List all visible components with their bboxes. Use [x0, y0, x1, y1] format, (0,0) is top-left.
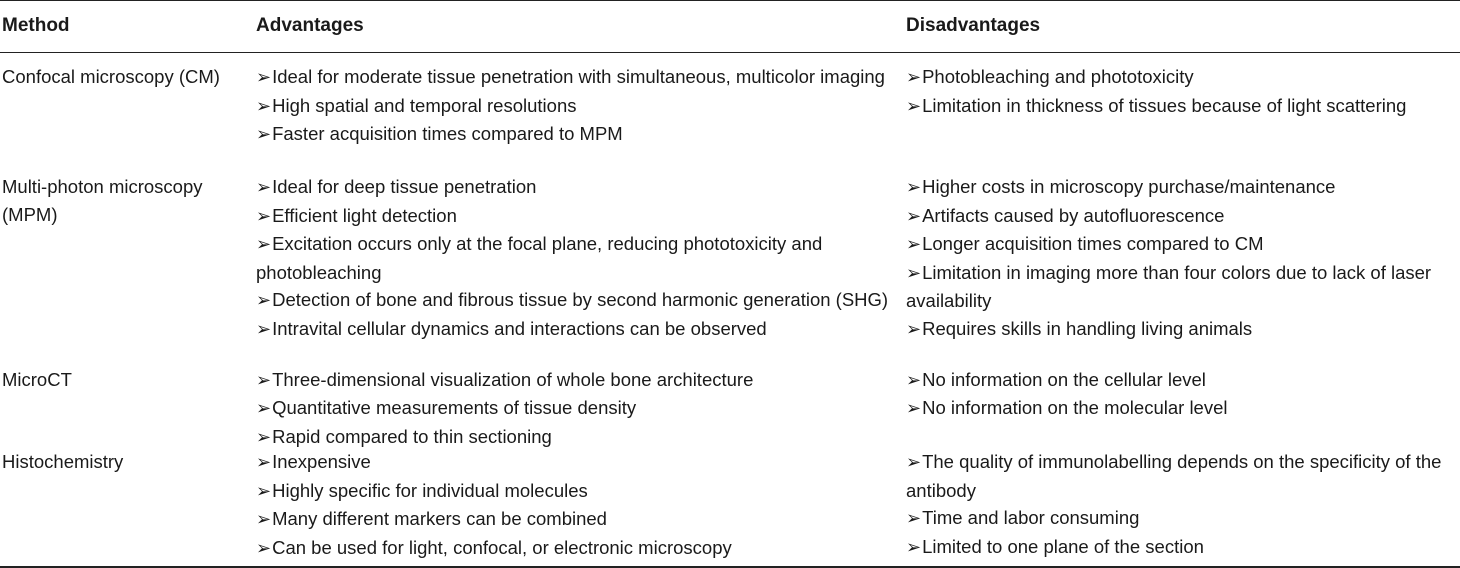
bullet-arrow-icon: ➢: [256, 95, 272, 117]
table-body: [0, 63, 1460, 558]
bullet-arrow-icon: ➢: [256, 177, 272, 198]
disadvantages-cell: [906, 173, 1458, 343]
bullet-arrow-icon: ➢: [256, 537, 272, 559]
advantage-item: ➢Excitation occurs only at the focal plane, reducing phototoxicity and photobleaching: [256, 233, 823, 283]
bullet-arrow-icon: ➢: [256, 369, 272, 391]
advantages-cell: [256, 173, 896, 343]
table-header-rule: [0, 52, 1460, 53]
bullet-arrow-icon: ➢: [256, 67, 272, 88]
bullet-arrow-icon: ➢: [256, 290, 272, 311]
bullet-arrow-icon: ➢: [256, 124, 272, 145]
method-cell: Histochemistry: [2, 451, 124, 472]
disadvantage-item: ➢Time and labor consuming: [906, 507, 1140, 529]
advantage-item: ➢Rapid compared to thin sectioning: [256, 425, 552, 448]
header-method: Method: [2, 15, 70, 36]
table-row: [0, 173, 1460, 366]
bullet-arrow-icon: ➢: [256, 452, 272, 473]
disadvantage-item: ➢Limitation in imaging more than four colors due to lack of laser availability: [906, 261, 1432, 311]
advantage-item: ➢Inexpensive: [256, 451, 371, 473]
table-row: [0, 63, 1460, 173]
disadvantages-cell: [906, 366, 1458, 423]
bullet-arrow-icon: ➢: [906, 508, 922, 529]
bullet-arrow-icon: ➢: [906, 398, 922, 419]
disadvantage-item: ➢The quality of immunolabelling depends on the specificity of the antibody: [906, 451, 1442, 501]
bullet-arrow-icon: ➢: [906, 262, 922, 284]
bullet-arrow-icon: ➢: [906, 234, 922, 255]
advantage-item: ➢Efficient light detection: [256, 204, 457, 227]
bullet-arrow-icon: ➢: [256, 398, 272, 419]
advantage-item: ➢Ideal for deep tissue penetration: [256, 176, 537, 198]
advantage-item: ➢Three-dimensional visualization of whole bone architecture: [256, 368, 754, 391]
advantage-item: ➢Can be used for light, confocal, or electronic microscopy: [256, 536, 732, 559]
advantages-cell: [256, 448, 896, 562]
disadvantage-item: ➢Requires skills in handling living animals: [906, 317, 1253, 340]
advantage-item: ➢High spatial and temporal resolutions: [256, 94, 577, 117]
bullet-arrow-icon: ➢: [906, 318, 922, 340]
disadvantages-cell: [906, 63, 1458, 120]
advantage-item: ➢Ideal for moderate tissue penetration with simultaneous, multicolor imaging: [256, 66, 885, 88]
bullet-arrow-icon: ➢: [906, 536, 922, 558]
header-advantages: Advantages: [256, 15, 364, 36]
disadvantage-item: ➢Limitation in thickness of tissues because of light scattering: [906, 94, 1407, 117]
disadvantage-item: ➢Longer acquisition times compared to CM: [906, 233, 1264, 255]
bullet-arrow-icon: ➢: [906, 452, 922, 473]
header-disadvantages: Disadvantages: [906, 15, 1041, 36]
bullet-arrow-icon: ➢: [906, 95, 922, 117]
disadvantage-item: ➢Photobleaching and phototoxicity: [906, 66, 1194, 88]
disadvantage-item: ➢No information on the molecular level: [906, 397, 1228, 419]
bullet-arrow-icon: ➢: [256, 205, 272, 227]
table-row: [0, 366, 1460, 449]
bullet-arrow-icon: ➢: [256, 426, 272, 448]
advantage-item: ➢Detection of bone and fibrous tissue by second harmonic generation (SHG): [256, 289, 889, 311]
bullet-arrow-icon: ➢: [256, 480, 272, 502]
bullet-arrow-icon: ➢: [256, 509, 272, 530]
table-row: [0, 448, 1460, 558]
disadvantage-item: ➢Limited to one plane of the section: [906, 535, 1204, 558]
disadvantage-item: ➢Artifacts caused by autofluorescence: [906, 204, 1225, 227]
bullet-arrow-icon: ➢: [906, 177, 922, 198]
bullet-arrow-icon: ➢: [906, 67, 922, 88]
bullet-arrow-icon: ➢: [906, 205, 922, 227]
method-cell: MicroCT: [2, 368, 72, 390]
advantage-item: ➢Faster acquisition times compared to MPM: [256, 123, 623, 145]
advantage-item: ➢Highly specific for individual molecules: [256, 479, 588, 502]
method-cell: Multi-photon microscopy (MPM): [2, 176, 203, 225]
disadvantages-cell: [906, 448, 1458, 561]
bullet-arrow-icon: ➢: [906, 369, 922, 391]
advantage-item: ➢Quantitative measurements of tissue density: [256, 397, 637, 419]
advantage-item: ➢Many different markers can be combined: [256, 508, 607, 530]
bullet-arrow-icon: ➢: [256, 234, 272, 255]
bullet-arrow-icon: ➢: [256, 318, 272, 340]
advantages-cell: [256, 63, 896, 149]
advantage-item: ➢Intravital cellular dynamics and interactions can be observed: [256, 317, 767, 340]
advantages-cell: [256, 366, 896, 452]
disadvantage-item: ➢No information on the cellular level: [906, 368, 1206, 391]
table-header-row: [0, 0, 1460, 52]
method-cell: Confocal microscopy (CM): [2, 66, 220, 87]
disadvantage-item: ➢Higher costs in microscopy purchase/maintenance: [906, 176, 1336, 198]
